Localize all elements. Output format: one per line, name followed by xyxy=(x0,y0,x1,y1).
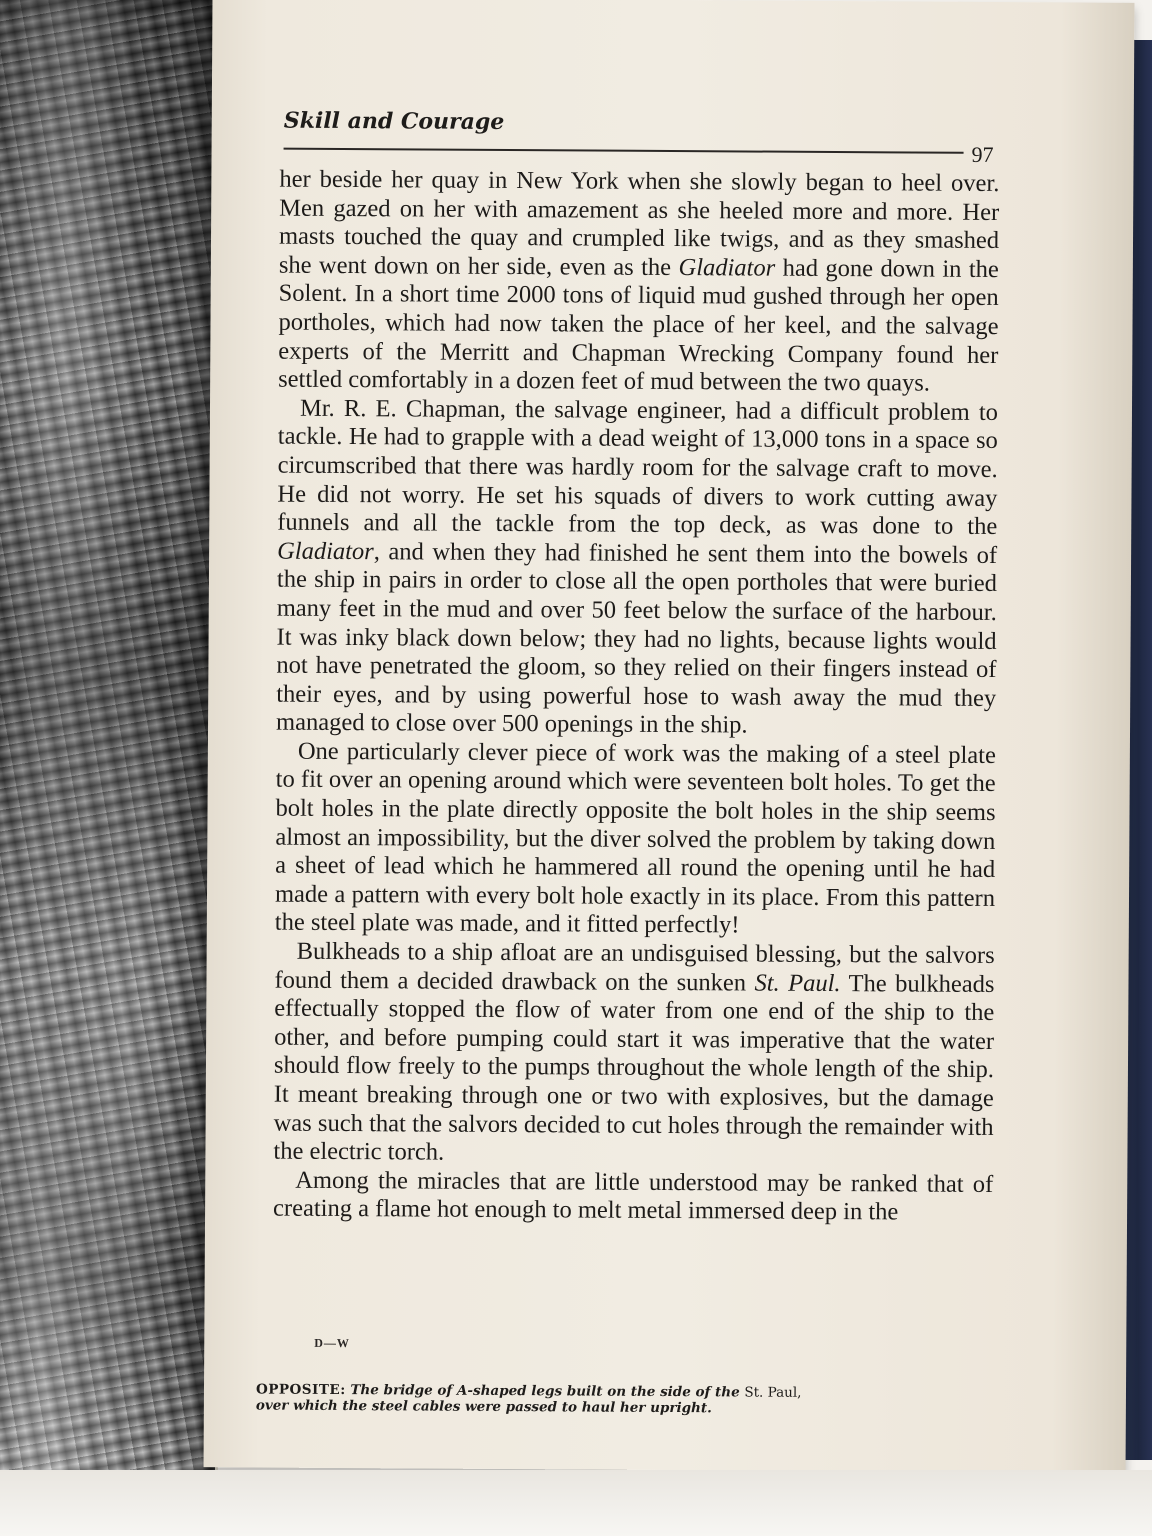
italic-ship-name: Gladiator xyxy=(678,253,776,282)
text-run: Among the miracles that are little understood may be ranked that of creating a flame hot enough to melt metal immersed deep in the xyxy=(273,1166,994,1226)
photo-caption xyxy=(256,1381,816,1416)
book-page xyxy=(204,0,1135,1473)
caption-text-2: over which the steel cables were passed to haul her upright. xyxy=(255,1397,712,1417)
table-surface xyxy=(0,1470,1152,1536)
caption-text-1: The bridge of A-shaped legs built on the side of the xyxy=(345,1382,745,1401)
text-run: Mr. R. E. Chapman, the salvage engineer, had a difficult problem to tackle. He had to grapple with a dead weight of 13,000 tons in a space so circumscribed that there was hardly room for the salvage craft to move. He did not worry. He set his squads of divers to work cutting away funnels and all the tackle from the top deck, as was done to the xyxy=(277,394,999,541)
page-number: 97 xyxy=(971,141,994,167)
text-run: One particularly clever piece of work was the making of a steel plate to fit over an opening around which were seventeen bolt holes. To get the bolt holes in the plate directly opposite the bolt holes in the ship seems almost an impossibility, but the diver solved the problem by taking down a sheet of lead which he hammered all round the opening until he had made a pattern with every bolt hole exactly in its place. From this pattern the steel plate was made, and it fitted perfectly! xyxy=(274,737,996,939)
italic-ship-name: St. Paul. xyxy=(754,969,841,997)
text-run: her beside her quay in New York when she slowly began to heel over. Men gazed on her with amazement as she heeled more and more. Her masts touched the quay and crumpled like twigs, and as they smashed she went down on her side, even as the xyxy=(278,165,1000,281)
text-run: had gone down in the Solent. In a short time 2000 tons of liquid mud gushed through her open portholes, which had now taken the place of her keel, and the salvage experts of the Merritt and Chapman Wrecking Company found her settled comfortably in a dozen feet of mud between the two quays. xyxy=(278,254,999,397)
body-text xyxy=(273,166,999,1228)
paragraph xyxy=(273,938,994,1171)
facing-page-photograph xyxy=(0,0,218,1500)
header-rule xyxy=(284,148,964,154)
text-run: Bulkheads to a ship afloat are an undisguised blessing, but the salvors found them a decided drawback on the sunken xyxy=(274,937,995,997)
paragraph xyxy=(275,737,996,942)
text-run: , and when they had finished he sent them into the bowels of the ship in pairs in order to close all the open portholes that were buried many feet in the mud and over 50 feet below the surface of the harbour. It was inky black down below; they had no lights, because lights would not have penetrated the gloom, so they relied on their fingers instead of their eyes, and by using powerful hose to wash away the mud they managed to close over 500 openings in the ship. xyxy=(275,537,998,739)
paragraph xyxy=(278,166,999,399)
caption-label: OPPOSITE: xyxy=(255,1381,346,1399)
text-run: The bulkheads effectually stopped the flow of water from one end of the ship to the other, and before pumping could start it was imperative that the water should flow freely to the pumps throughout the whole length of the ship. It meant breaking through one or two with explosives, but the damage was such that the salvors decided to cut holes through the remainder with the electric torch. xyxy=(273,969,995,1166)
running-head: Skill and Courage xyxy=(283,107,505,135)
signature-mark: D—W xyxy=(314,1335,350,1351)
paragraph xyxy=(273,1166,993,1228)
caption-ship-name: St. Paul, xyxy=(744,1384,802,1401)
paragraph xyxy=(276,394,998,742)
italic-ship-name: Gladiator xyxy=(277,537,374,565)
